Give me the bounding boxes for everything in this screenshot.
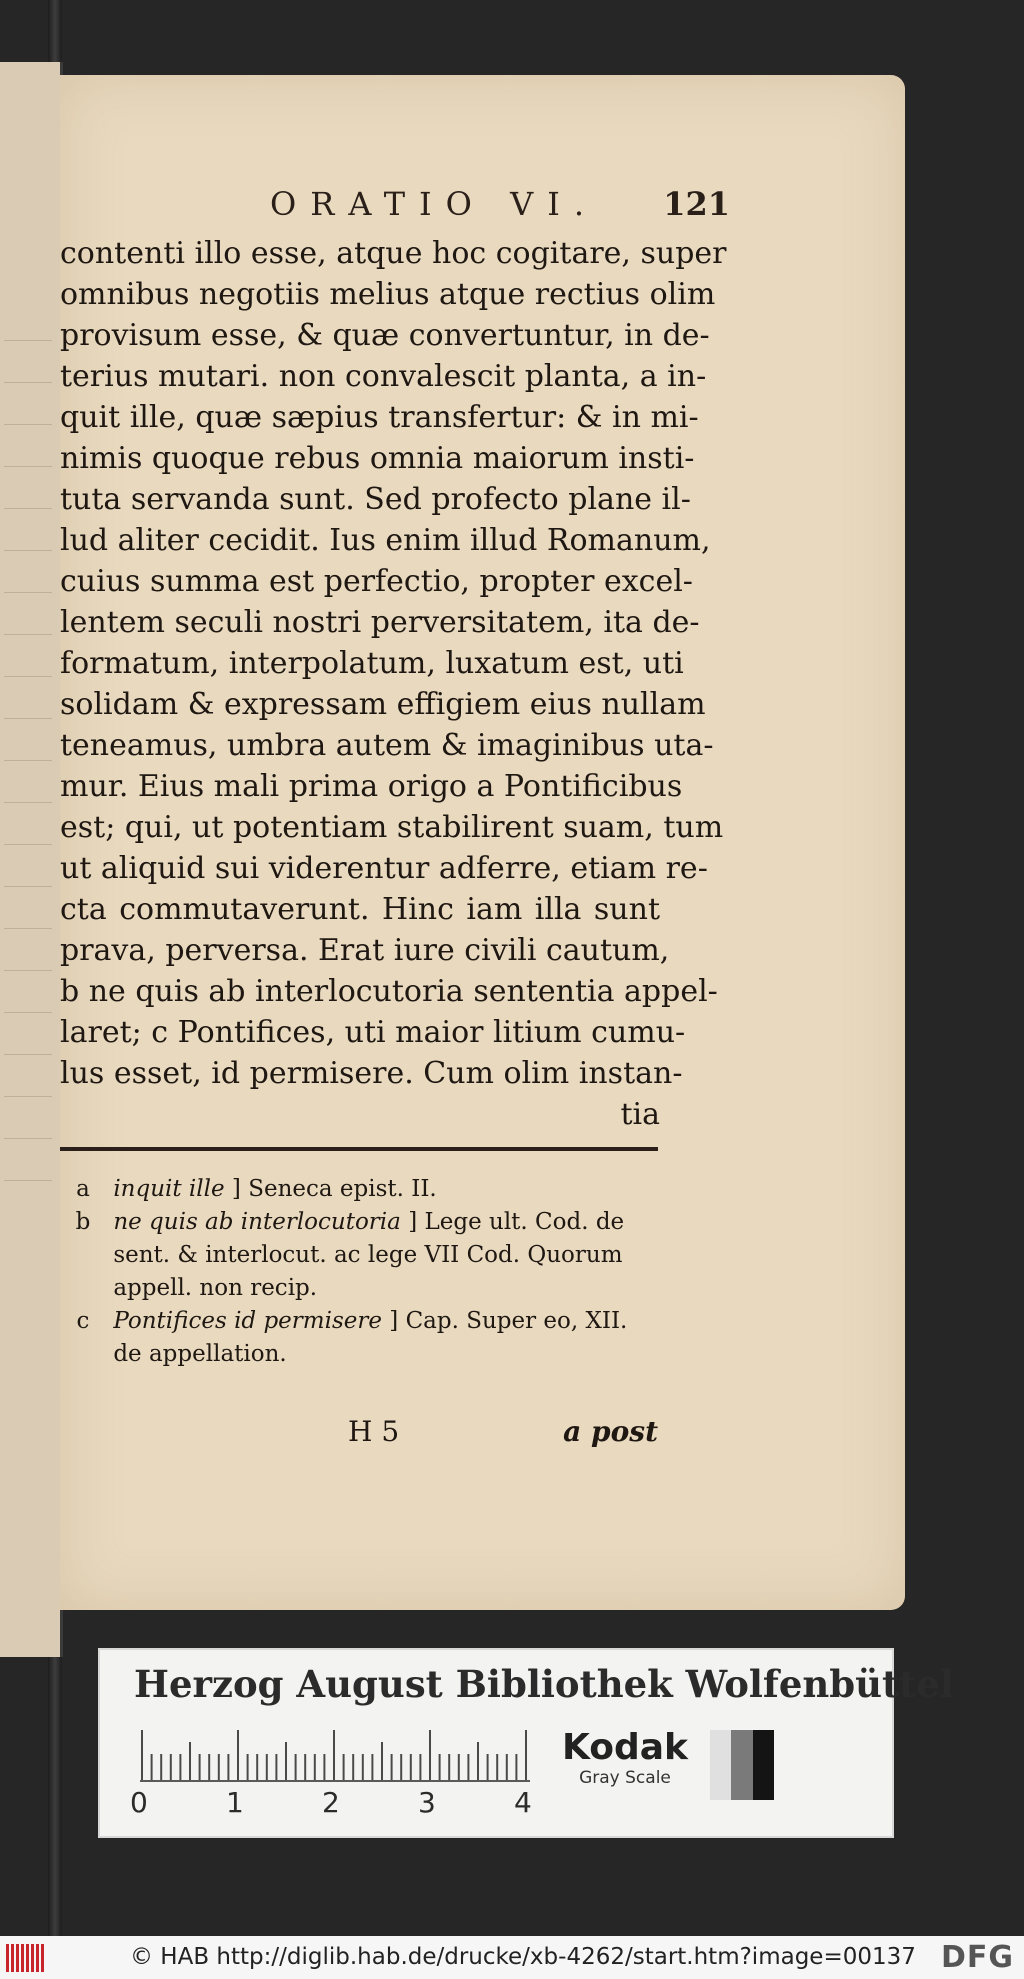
footnote-line	[60, 1305, 660, 1338]
footnote-letter: b	[75, 1209, 91, 1235]
credit-link[interactable]: © HAB http://diglib.hab.de/drucke/xb-4262/start.htm?image=00137	[130, 1944, 916, 1970]
footnote-line	[60, 1173, 660, 1206]
catchword: a post	[563, 1415, 658, 1448]
footnote-lemma: Pontifices id permisere	[113, 1308, 382, 1334]
text-line: solidam & expressam effigiem eius nullam	[60, 687, 706, 722]
gray-patch	[710, 1730, 731, 1800]
text-line: laret; c Pontifices, uti maior litium cumu-	[60, 1015, 686, 1050]
hab-barcode-icon	[6, 1944, 46, 1972]
text-line: contenti illo esse, atque hoc cogitare, super	[60, 236, 727, 271]
text-line: quit ille, quæ sæpius transfertur: & in mi-	[60, 400, 699, 435]
ruler-number: 4	[514, 1786, 532, 1819]
footnote-rule	[60, 1147, 658, 1151]
footnote-lemma: ne quis ab interlocutoria	[113, 1209, 401, 1235]
footnote-text: de appellation.	[113, 1341, 287, 1367]
footnote-line	[60, 1338, 660, 1371]
gray-scale-patches	[710, 1730, 774, 1800]
adjacent-page-edge	[0, 62, 63, 1657]
kodak-label	[560, 1728, 690, 1788]
text-line: nimis quoque rebus omnia maiorum insti-	[60, 441, 695, 476]
text-line: teneamus, umbra autem & imaginibus uta-	[60, 728, 714, 763]
dfg-logo: DFG	[940, 1940, 1014, 1975]
text-line: lud aliter cecidit. Ius enim illud Romanum,	[60, 523, 711, 558]
running-head	[210, 185, 730, 229]
text-line: mur. Eius mali prima origo a Pontificibus	[60, 769, 683, 804]
ruler-number: 1	[226, 1786, 244, 1819]
text-line: lus esset, id permisere. Cum olim instan-	[60, 1056, 683, 1091]
footnote-line	[60, 1206, 660, 1239]
footnote-letter: a	[76, 1176, 90, 1202]
ruler-number: 3	[418, 1786, 436, 1819]
book-page	[60, 75, 905, 1610]
credit-bar	[0, 1936, 1024, 1979]
text-line-catch: tia	[620, 1097, 660, 1132]
text-line: provisum esse, & quæ convertuntur, in de-	[60, 318, 710, 353]
footnote-text: ] Lege ult. Cod. de	[408, 1209, 625, 1235]
footnote-line	[60, 1239, 660, 1272]
text-line: formatum, interpolatum, luxatum est, uti	[60, 646, 684, 681]
footnote-lemma: inquit ille	[113, 1176, 225, 1202]
text-line: prava, perversa. Erat iure civili cautum,	[60, 933, 670, 968]
text-line: omnibus negotiis melius atque rectius olim	[60, 277, 716, 312]
footnote-text: ] Seneca epist. II.	[231, 1176, 437, 1202]
footnote-text: appell. non recip.	[113, 1275, 318, 1301]
footnote-text: sent. & interlocut. ac lege VII Cod. Quorum	[113, 1242, 623, 1268]
calibration-card	[98, 1648, 954, 1838]
ruler-number: 0	[130, 1786, 148, 1819]
ruler-ticks	[140, 1730, 530, 1782]
page-number: 121	[663, 185, 730, 223]
text-line: tuta servanda sunt. Sed profecto plane il-	[60, 482, 691, 517]
adjacent-page-text-fragments	[4, 302, 52, 1184]
signature-mark: H 5	[348, 1415, 400, 1448]
body-text	[60, 233, 727, 1135]
kodak-brand: Kodak	[562, 1727, 688, 1768]
kodak-gray-scale: Gray Scale	[579, 1768, 671, 1788]
running-head-title: ORATIO VI.	[270, 185, 598, 223]
text-line: est; qui, ut potentiam stabilirent suam, tum	[60, 810, 724, 845]
gray-patch	[731, 1730, 752, 1800]
footnote-text: ] Cap. Super eo, XII.	[389, 1308, 628, 1334]
footnotes	[60, 1173, 660, 1371]
text-line: ut aliquid sui viderentur adferre, etiam re-	[60, 851, 708, 886]
text-line: cta commutaverunt. Hinc iam illa sunt	[60, 892, 660, 927]
signature-line	[348, 1415, 658, 1455]
text-line: terius mutari. non convalescit planta, a in-	[60, 359, 707, 394]
text-line: lentem seculi nostri perversitatem, ita de-	[60, 605, 700, 640]
footnote-letter: c	[76, 1308, 90, 1334]
text-line: b ne quis ab interlocutoria sententia appel-	[60, 974, 718, 1009]
ruler-number: 2	[322, 1786, 340, 1819]
footnote-line	[60, 1272, 660, 1305]
gray-patch	[753, 1730, 774, 1800]
ruler-numbers	[130, 1786, 530, 1822]
library-name: Herzog August Bibliothek Wolfenbüttel	[134, 1662, 954, 1706]
text-line: cuius summa est perfectio, propter excel-	[60, 564, 693, 599]
